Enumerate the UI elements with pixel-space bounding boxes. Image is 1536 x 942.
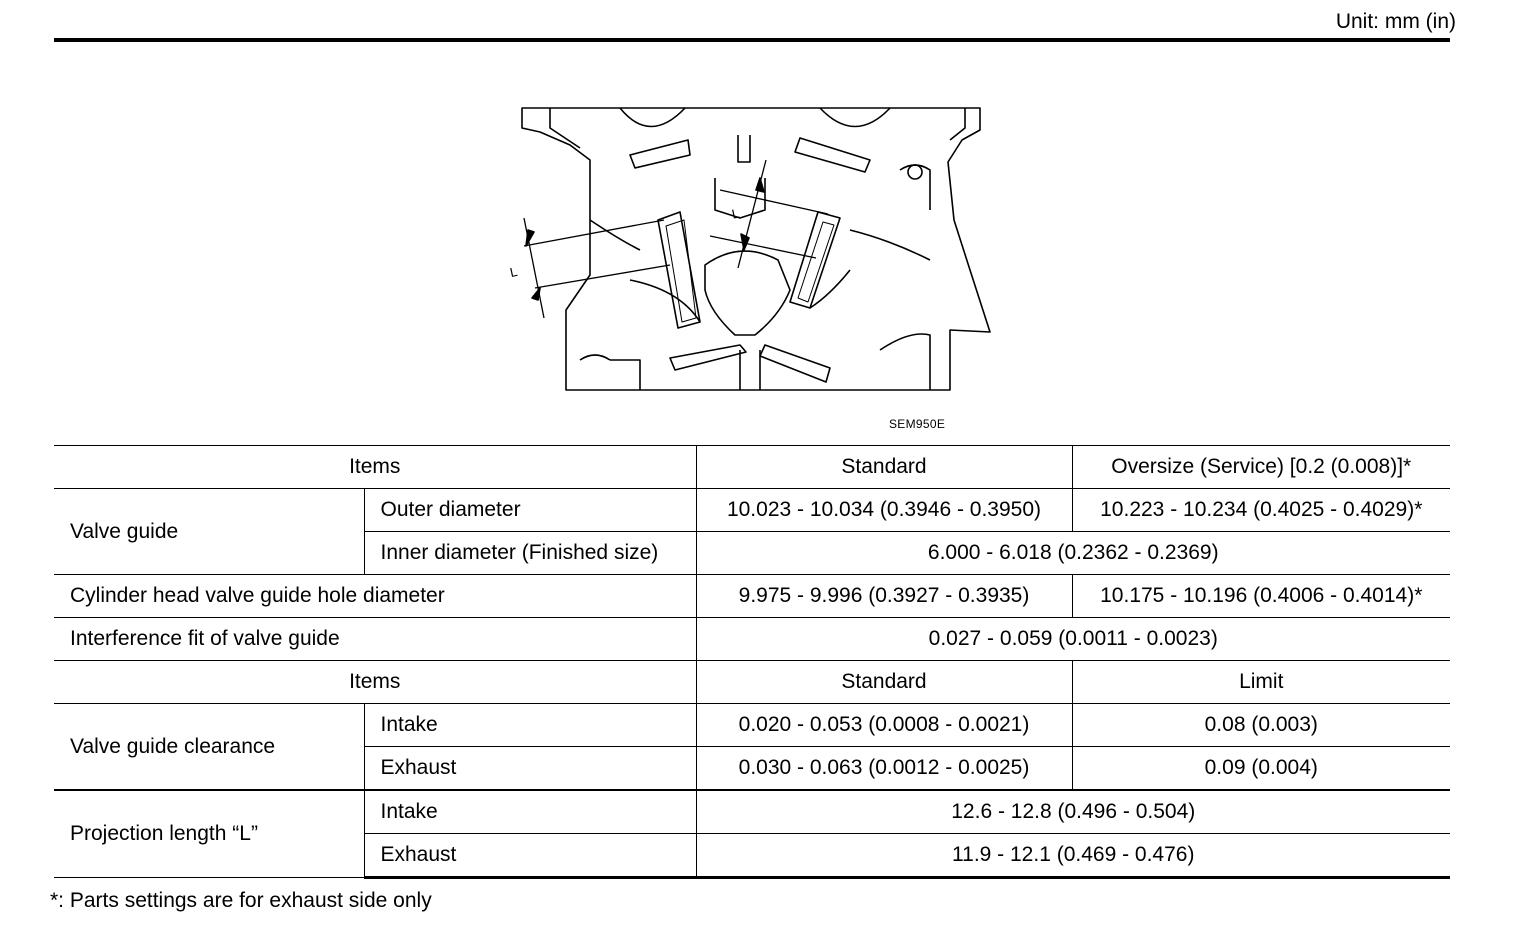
inner-diameter-value: 6.000 - 6.018 (0.2362 - 0.2369) [696,532,1450,575]
hole-diameter-standard: 9.975 - 9.996 (0.3927 - 0.3935) [696,575,1072,618]
projection-exhaust-value: 11.9 - 12.1 (0.469 - 0.476) [696,834,1450,878]
clearance-intake-standard: 0.020 - 0.053 (0.0008 - 0.0021) [696,704,1072,747]
header-standard: Standard [696,446,1072,489]
dimension-label-l-right: L [730,205,741,222]
hole-diameter-label: Cylinder head valve guide hole diameter [54,575,696,618]
interference-value: 0.027 - 0.059 (0.0011 - 0.0023) [696,618,1450,661]
table-row [54,790,1450,834]
projection-exhaust-label: Exhaust [364,834,696,878]
projection-intake-label: Intake [364,790,696,834]
clearance-intake-label: Intake [364,704,696,747]
header2-limit: Limit [1072,661,1450,704]
top-rule [54,38,1450,42]
clearance-exhaust-standard: 0.030 - 0.063 (0.0012 - 0.0025) [696,747,1072,791]
clearance-label: Valve guide clearance [54,704,364,791]
clearance-exhaust-label: Exhaust [364,747,696,791]
projection-label: Projection length “L” [54,790,364,878]
interference-label: Interference fit of valve guide [54,618,696,661]
projection-intake-value: 12.6 - 12.8 (0.496 - 0.504) [696,790,1450,834]
table-row [54,618,1450,661]
table-row [54,489,1450,532]
hole-diameter-oversize: 10.175 - 10.196 (0.4006 - 0.4014)* [1072,575,1450,618]
valve-guide-spec-table [54,445,1450,879]
header-row [54,446,1450,489]
clearance-exhaust-limit: 0.09 (0.004) [1072,747,1450,791]
clearance-intake-limit: 0.08 (0.003) [1072,704,1450,747]
outer-diameter-oversize: 10.223 - 10.234 (0.4025 - 0.4029)* [1072,489,1450,532]
header2-items: Items [54,661,696,704]
figure-code: SEM950E [889,417,946,431]
header-items: Items [54,446,696,489]
valve-guide-label: Valve guide [54,489,364,575]
unit-label: Unit: mm (in) [1335,10,1456,33]
header-row [54,661,1450,704]
table-row [54,575,1450,618]
dimension-label-l-left: L [508,263,519,281]
inner-diameter-label: Inner diameter (Finished size) [364,532,696,575]
footnote: *: Parts settings are for exhaust side only [50,889,432,912]
header2-standard: Standard [696,661,1072,704]
header-oversize: Oversize (Service) [0.2 (0.008)]* [1072,446,1450,489]
table-row [54,704,1450,747]
outer-diameter-label: Outer diameter [364,489,696,532]
cylinder-head-diagram [510,100,1000,400]
outer-diameter-standard: 10.023 - 10.034 (0.3946 - 0.3950) [696,489,1072,532]
